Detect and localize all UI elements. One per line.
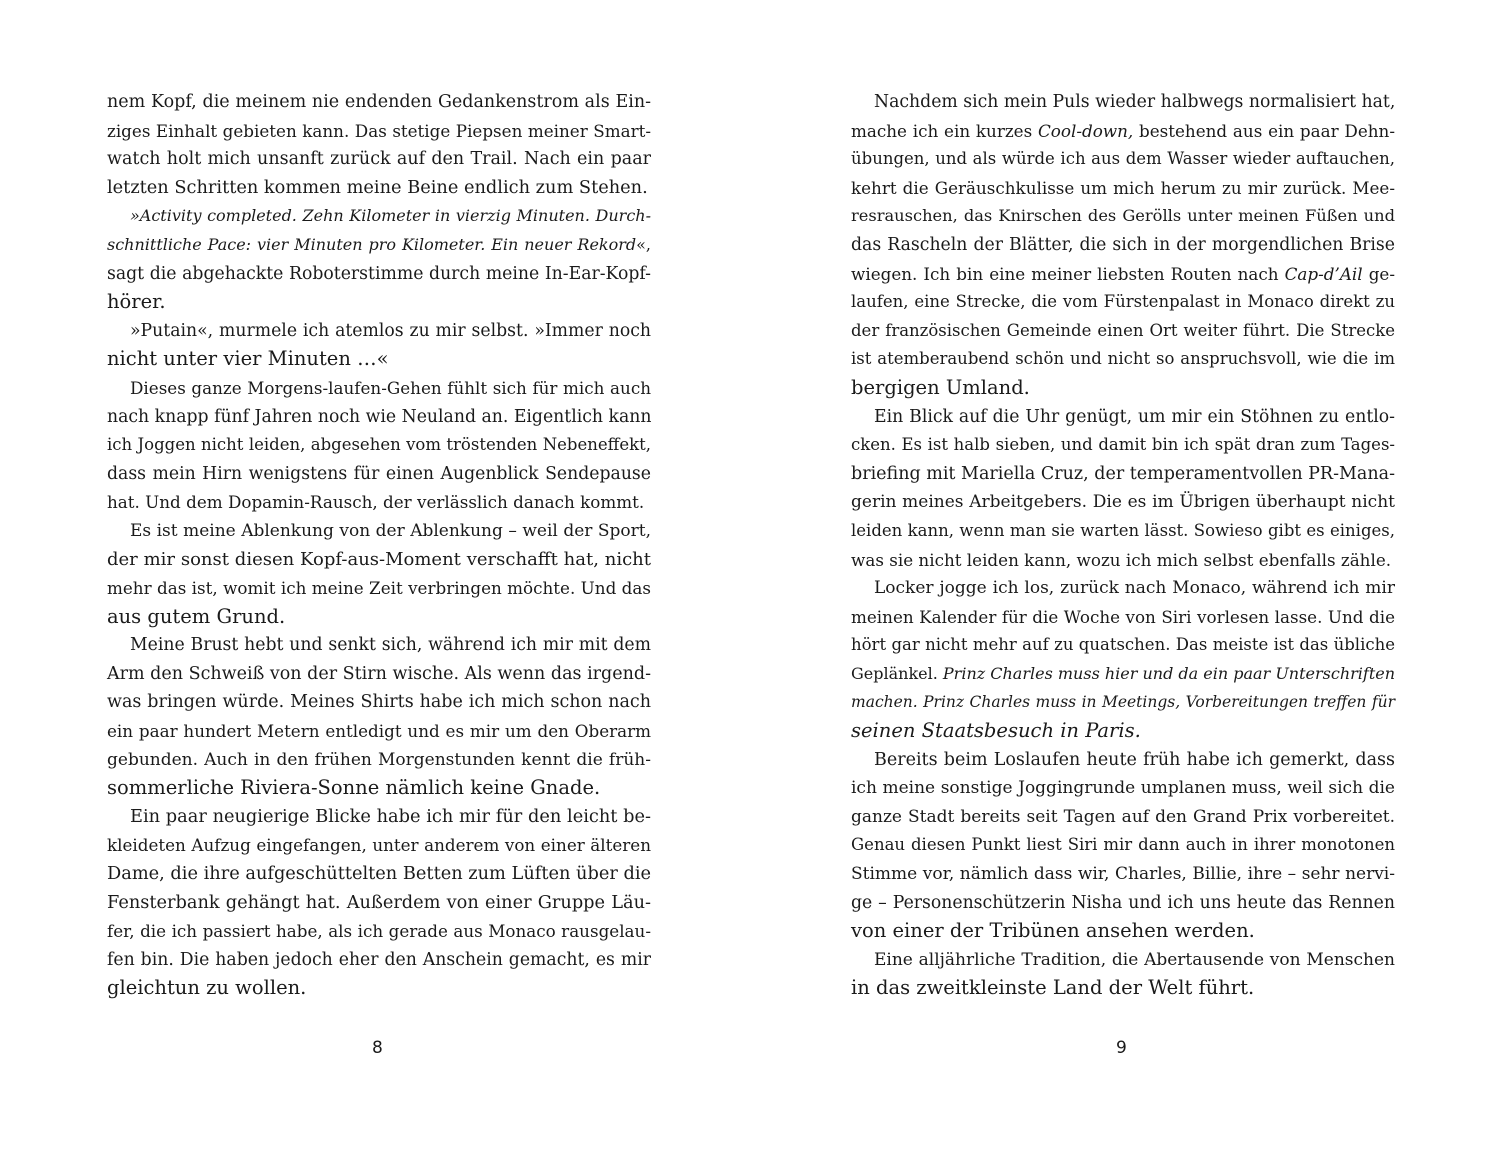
text-segment: nem Kopf, die meinem nie endenden Gedankenstrom als Ein- xyxy=(107,92,651,112)
text-segment: Geplänkel. xyxy=(851,663,943,683)
text-line xyxy=(851,260,1395,289)
text-line xyxy=(851,374,1395,403)
text-segment: kehrt die Geräuschkulisse um mich herum zu mir zurück. Mee- xyxy=(851,177,1395,198)
text-line xyxy=(107,403,651,432)
text-line xyxy=(107,317,651,346)
text-segment: ganze Stadt bereits seit Tagen auf den Grand Prix vorbereitet. xyxy=(851,806,1395,827)
text-segment: hörer. xyxy=(107,290,166,314)
text-line xyxy=(851,403,1395,432)
text-segment: »Putain«, murmele ich atemlos zu mir selbst. »Immer noch xyxy=(130,320,651,341)
text-line xyxy=(107,288,651,317)
text-line xyxy=(851,574,1395,603)
text-line xyxy=(107,260,651,289)
text-segment: übungen, und als würde ich aus dem Wasser wieder auftauchen, xyxy=(851,149,1395,169)
text-segment: Eine alljährliche Tradition, die Abertausende von Menschen xyxy=(874,949,1395,970)
page-number-right: 9 xyxy=(1116,1038,1127,1058)
text-segment: gleichtun zu wollen. xyxy=(107,976,307,1000)
text-line xyxy=(107,88,651,117)
text-segment: meinen Kalender für die Woche von Siri vorlesen lasse. Und die xyxy=(851,606,1395,627)
text-segment: letzten Schritten kommen meine Beine endlich zum Stehen. xyxy=(107,177,648,198)
text-segment: mache ich ein kurzes xyxy=(851,120,1038,141)
text-segment: hört gar nicht mehr auf zu quatschen. Das meiste ist das übliche xyxy=(851,635,1395,655)
text-line xyxy=(107,717,651,746)
text-line xyxy=(851,431,1395,460)
text-line xyxy=(851,317,1395,346)
text-line xyxy=(107,774,651,803)
text-line xyxy=(851,974,1395,1003)
text-line xyxy=(851,488,1395,517)
text-line xyxy=(851,946,1395,975)
text-line xyxy=(851,631,1395,660)
text-line xyxy=(851,831,1395,860)
text-line xyxy=(107,117,651,146)
text-line xyxy=(851,717,1395,746)
text-line xyxy=(851,517,1395,546)
text-segment: ge – Personenschützerin Nisha und ich uns heute das Rennen xyxy=(851,892,1395,913)
text-line xyxy=(107,374,651,403)
text-line xyxy=(107,574,651,603)
text-segment: sagt die abgehackte Roboterstimme durch meine In-Ear-Kopf- xyxy=(107,263,651,284)
text-line xyxy=(107,202,651,231)
text-segment: nicht unter vier Minuten …« xyxy=(107,347,389,371)
text-segment: dass mein Hirn wenigstens für einen Augenblick Sendepause xyxy=(107,463,651,484)
text-segment: Locker jogge ich los, zurück nach Monaco, während ich mir xyxy=(874,578,1395,599)
text-segment: Dieses ganze Morgens-laufen-Gehen fühlt sich für mich auch xyxy=(130,377,651,398)
italic-text: Cap-d’Ail xyxy=(1284,263,1363,284)
text-line xyxy=(107,231,651,260)
text-segment: ist atemberaubend schön und nicht so anspruchsvoll, wie die im xyxy=(851,349,1395,369)
text-segment: Dame, die ihre aufgeschüttelten Betten zum Lüften über die xyxy=(107,864,652,885)
text-line xyxy=(107,460,651,489)
text-segment: laufen, eine Strecke, die vom Fürstenpalast in Monaco direkt zu xyxy=(851,292,1395,312)
text-line xyxy=(107,746,651,775)
text-segment: mehr das ist, womit ich meine Zeit verbringen möchte. Und das xyxy=(107,578,651,599)
text-segment: cken. Es ist halb sieben, und damit bin ich spät dran zum Tages- xyxy=(851,435,1395,455)
text-segment: Nachdem sich mein Puls wieder halbwegs normalisiert hat, xyxy=(874,92,1396,112)
text-segment: aus gutem Grund. xyxy=(107,604,286,628)
text-line xyxy=(851,202,1395,231)
text-line xyxy=(107,488,651,517)
text-segment: bestehend aus ein paar Dehn- xyxy=(1133,120,1395,141)
text-line xyxy=(851,746,1395,775)
text-segment: fen bin. Die haben jedoch eher den Anschein gemacht, es mir xyxy=(107,949,651,970)
text-line xyxy=(851,117,1395,146)
text-segment: Fensterbank gehängt hat. Außerdem von einer Gruppe Läu- xyxy=(107,892,651,913)
text-line xyxy=(851,688,1395,717)
text-segment: fer, die ich passiert habe, als ich gerade aus Monaco rausgelau- xyxy=(107,921,651,942)
text-line xyxy=(107,660,651,689)
text-line xyxy=(107,431,651,460)
text-segment: «, xyxy=(636,234,651,254)
text-line xyxy=(851,774,1395,803)
text-line xyxy=(107,803,651,832)
text-line xyxy=(107,831,651,860)
italic-text: Prinz Charles muss hier und da ein paar Unterschriften xyxy=(942,663,1396,683)
text-segment: was bringen würde. Meines Shirts habe ich mich schon nach xyxy=(107,692,651,713)
text-segment: kleideten Aufzug eingefangen, unter anderem von einer älteren xyxy=(107,835,651,856)
text-line xyxy=(851,603,1395,632)
text-line xyxy=(851,231,1395,260)
text-line xyxy=(851,174,1395,203)
text-line xyxy=(851,660,1395,689)
text-line xyxy=(851,803,1395,832)
text-segment: Es ist meine Ablenkung von der Ablenkung – weil der Sport, xyxy=(130,520,651,541)
text-line xyxy=(107,174,651,203)
text-segment: Bereits beim Loslaufen heute früh habe ich gemerkt, dass xyxy=(874,749,1395,770)
text-line xyxy=(107,688,651,717)
text-line xyxy=(107,145,651,174)
text-segment: das Rascheln der Blätter, die sich in der morgendlichen Brise xyxy=(851,234,1395,255)
text-segment: ein paar hundert Metern entledigt und es mir um den Oberarm xyxy=(107,721,651,742)
text-segment: was sie nicht leiden kann, wozu ich mich selbst ebenfalls zähle. xyxy=(851,549,1392,570)
text-line xyxy=(107,517,651,546)
text-line xyxy=(107,889,651,918)
text-line xyxy=(851,460,1395,489)
text-segment: bergigen Umland. xyxy=(851,375,1030,399)
text-line xyxy=(851,889,1395,918)
left-page-text xyxy=(107,88,651,1003)
text-line xyxy=(851,145,1395,174)
text-segment: leiden kann, wenn man sie warten lässt. Sowieso gibt es einiges, xyxy=(851,520,1395,540)
text-line xyxy=(851,345,1395,374)
text-line xyxy=(107,631,651,660)
text-line xyxy=(107,345,651,374)
italic-text: seinen Staatsbesuch in Paris. xyxy=(851,719,1141,743)
text-segment: Arm den Schweiß von der Stirn wische. Als wenn das irgend- xyxy=(107,663,651,684)
text-segment: briefing mit Mariella Cruz, der temperamentvollen PR-Mana- xyxy=(851,463,1395,484)
text-segment: ziges Einhalt gebieten kann. Das stetige Piepsen meiner Smart- xyxy=(107,120,651,141)
text-segment: nach knapp fünf Jahren noch wie Neuland an. Eigentlich kann xyxy=(107,406,652,427)
text-segment: der mir sonst diesen Kopf-aus-Moment verschafft hat, nicht xyxy=(107,548,651,570)
text-segment: Ein paar neugierige Blicke habe ich mir für den leicht be- xyxy=(130,806,651,827)
text-segment: hat. Und dem Dopamin-Rausch, der verlässlich danach kommt. xyxy=(107,492,645,513)
text-segment: Genau diesen Punkt liest Siri mir dann auch in ihrer monotonen xyxy=(851,835,1395,855)
text-line xyxy=(107,917,651,946)
text-segment: von einer der Tribünen ansehen werden. xyxy=(851,919,1255,943)
text-line xyxy=(107,860,651,889)
text-segment: ge- xyxy=(1362,263,1395,284)
text-line xyxy=(851,860,1395,889)
text-line xyxy=(851,288,1395,317)
text-line xyxy=(851,546,1395,575)
text-segment: ich meine sonstige Joggingrunde umplanen muss, weil sich die xyxy=(851,778,1395,799)
text-segment: in das zweitkleinste Land der Welt führt. xyxy=(851,976,1255,1000)
text-segment: Ein Blick auf die Uhr genügt, um mir ein Stöhnen zu entlo- xyxy=(874,406,1395,427)
text-line xyxy=(851,88,1395,117)
text-segment: resrauschen, das Knirschen des Gerölls unter meinen Füßen und xyxy=(851,206,1395,226)
text-line xyxy=(107,974,651,1003)
text-line xyxy=(107,946,651,975)
italic-text: machen. Prinz Charles muss in Meetings, Vorbereitungen treffen für xyxy=(851,693,1395,712)
italic-text: »Activity completed. Zehn Kilometer in vierzig Minuten. Durch- xyxy=(130,206,651,226)
text-segment: Meine Brust hebt und senkt sich, während ich mir mit dem xyxy=(130,635,651,656)
text-segment: der französischen Gemeinde einen Ort weiter führt. Die Strecke xyxy=(851,320,1395,340)
text-segment: ich Joggen nicht leiden, abgesehen vom tröstenden Nebeneffekt, xyxy=(107,435,651,455)
text-line xyxy=(107,603,651,632)
page-number-left: 8 xyxy=(372,1038,383,1058)
text-segment: Stimme vor, nämlich dass wir, Charles, Billie, ihre – sehr nervi- xyxy=(851,864,1395,885)
text-segment: wiegen. Ich bin eine meiner liebsten Routen nach xyxy=(851,263,1285,284)
text-line xyxy=(107,546,651,575)
text-segment: watch holt mich unsanft zurück auf den Trail. Nach ein paar xyxy=(107,149,651,170)
text-line xyxy=(851,917,1395,946)
text-segment: gebunden. Auch in den frühen Morgenstunden kennt die früh- xyxy=(107,749,651,770)
italic-text: Cool-down, xyxy=(1037,120,1134,141)
right-page-text xyxy=(851,88,1395,1003)
text-segment: gerin meines Arbeitgebers. Die es im Übrigen überhaupt nicht xyxy=(851,492,1395,513)
text-segment: sommerliche Riviera-Sonne nämlich keine Gnade. xyxy=(107,776,601,800)
italic-text: schnittliche Pace: vier Minuten pro Kilometer. Ein neuer Rekord xyxy=(107,234,637,254)
